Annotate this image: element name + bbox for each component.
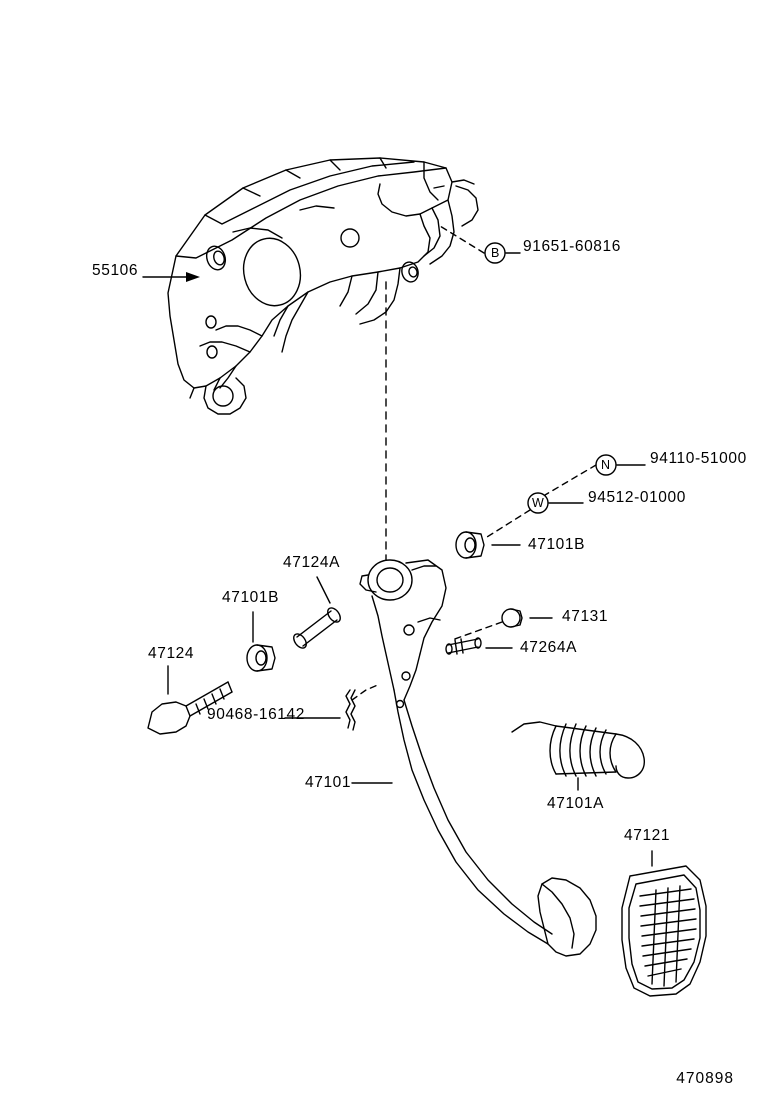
part-label-47131: 47131 bbox=[562, 608, 609, 625]
part-label-47101B-left: 47101B bbox=[222, 589, 280, 606]
part-47121-pad bbox=[622, 866, 706, 996]
part-label-47264A: 47264A bbox=[520, 639, 578, 656]
part-label-47101A: 47101A bbox=[547, 795, 605, 812]
part-47101A-spring bbox=[512, 722, 644, 778]
diagram-footer-code: 470898 bbox=[676, 1070, 734, 1087]
part-label-47101B-right: 47101B bbox=[528, 536, 586, 553]
dashed-91651 bbox=[440, 226, 484, 253]
part-label-47121: 47121 bbox=[624, 827, 671, 844]
part-47101B-right bbox=[456, 532, 484, 558]
part-label-55106: 55106 bbox=[92, 262, 139, 279]
marker-n-letter: N bbox=[601, 458, 611, 472]
part-47124A-collar bbox=[291, 606, 343, 651]
part-47264A-pin bbox=[446, 638, 481, 654]
part-55106-bracket bbox=[168, 158, 478, 414]
part-label-94110-51000: 94110-51000 bbox=[650, 450, 747, 467]
part-90468-clip bbox=[346, 690, 355, 730]
part-label-91651-60816: 91651-60816 bbox=[523, 238, 621, 255]
part-label-47124: 47124 bbox=[148, 645, 195, 662]
part-47131-pin bbox=[502, 609, 522, 627]
part-47101B-left bbox=[247, 645, 275, 671]
part-label-90468-16142: 90468-16142 bbox=[207, 706, 305, 723]
part-label-47101: 47101 bbox=[305, 774, 352, 791]
part-label-47124A: 47124A bbox=[283, 554, 341, 571]
part-label-94512-01000: 94512-01000 bbox=[588, 489, 686, 506]
marker-w-letter: W bbox=[532, 496, 545, 510]
marker-b-letter: B bbox=[491, 246, 500, 260]
